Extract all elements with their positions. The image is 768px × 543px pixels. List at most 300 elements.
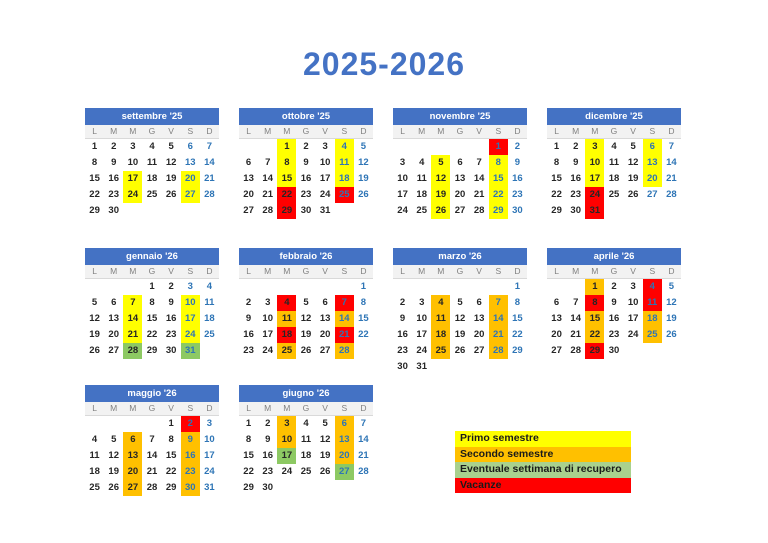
legend-item: Vacanze [455,478,631,494]
day-cell: 15 [146,313,158,324]
empty-cell [354,343,373,359]
weekday-label: S [187,403,194,413]
day-cell: 25 [277,343,296,359]
empty-cell [123,203,142,219]
weekday-row [393,265,527,279]
weekday-label: D [360,266,367,276]
day-cell: 8 [245,434,252,445]
day-cell: 29 [489,203,508,219]
day-cell: 17 [585,171,604,187]
weekday-label: D [668,266,675,276]
weekday-label: D [514,126,521,136]
day-cell: 2 [245,297,252,308]
empty-cell [142,203,161,219]
day-cell: 12 [300,313,312,324]
weekday-label: L [554,266,559,276]
weekday-label: G [302,266,310,276]
weekday-label: M [283,403,291,413]
day-cell: 5 [668,281,675,292]
empty-cell [450,359,469,375]
day-cell: 1 [585,279,604,295]
day-cell: 13 [108,313,119,324]
day-cell: 8 [514,297,521,308]
day-cell: 25 [204,329,215,340]
day-cell: 26 [108,482,119,493]
day-cell: 14 [335,311,354,327]
empty-cell [470,139,489,155]
legend-item: Eventuale settimana di recupero [455,462,631,478]
day-cell: 28 [489,343,508,359]
month-calendar [239,108,373,219]
day-cell: 10 [262,313,273,324]
day-cell: 24 [627,329,639,340]
weekday-label: M [437,126,445,136]
weekday-label: M [264,403,272,413]
month-calendar [547,108,681,219]
day-cell: 6 [457,157,463,168]
day-cell: 23 [608,329,620,340]
day-cell: 22 [243,466,254,477]
day-cell: 29 [585,343,604,359]
days-grid [85,416,219,496]
empty-cell [296,279,315,295]
day-cell: 3 [206,418,213,429]
month-calendar [239,248,373,375]
month-calendar [85,248,219,375]
empty-cell [604,203,623,219]
day-cell: 25 [89,482,100,493]
day-cell: 1 [489,139,508,155]
weekday-label: L [400,126,405,136]
day-cell: 5 [360,141,367,152]
day-cell: 2 [573,141,579,152]
empty-cell [239,139,258,155]
day-cell: 17 [627,313,639,324]
day-cell: 28 [123,343,142,359]
days-grid [85,139,219,219]
weekday-label: L [554,126,559,136]
day-cell: 23 [165,329,177,340]
day-cell: 30 [397,361,408,372]
day-cell: 9 [611,297,617,308]
day-cell: 10 [181,295,200,311]
day-cell: 27 [454,205,466,216]
day-cell: 31 [204,482,215,493]
day-cell: 27 [123,480,142,496]
weekday-label: G [302,126,310,136]
weekday-label: M [591,266,599,276]
empty-cell [643,203,662,219]
empty-cell [643,343,662,359]
weekday-label: S [187,126,194,136]
day-cell: 19 [165,173,177,184]
day-cell: 12 [89,313,100,324]
day-cell: 21 [123,327,142,343]
day-cell: 26 [627,189,639,200]
weekday-label: V [630,266,636,276]
weekday-label: M [129,266,137,276]
day-cell: 10 [204,434,215,445]
day-cell: 7 [573,297,579,308]
weekday-label: L [246,403,251,413]
day-cell: 4 [149,141,155,152]
day-cell: 4 [419,157,425,168]
weekday-label: D [206,266,213,276]
day-cell: 2 [399,297,406,308]
day-cell: 9 [168,297,174,308]
legend [455,431,631,493]
day-cell: 16 [397,329,408,340]
empty-cell [393,279,412,295]
day-cell: 8 [91,157,98,168]
month-calendar [393,248,527,375]
day-cell: 8 [168,434,174,445]
day-cell: 22 [146,329,158,340]
day-cell: 16 [512,173,523,184]
day-cell: 27 [646,189,658,200]
day-cell: 28 [570,345,581,356]
day-cell: 12 [358,157,369,168]
page-title: 2025-2026 [302,46,466,82]
days-grid [393,279,527,375]
day-cell: 18 [204,313,215,324]
day-cell: 19 [108,466,119,477]
day-cell: 22 [585,327,604,343]
day-cell: 20 [181,171,200,187]
weekday-label: D [514,266,521,276]
weekday-label: M [110,403,118,413]
day-cell: 15 [89,173,100,184]
day-cell: 6 [123,432,142,448]
day-cell: 24 [397,205,408,216]
day-cell: 28 [262,205,273,216]
day-cell: 5 [111,434,117,445]
day-cell: 20 [473,329,485,340]
empty-cell [258,279,277,295]
day-cell: 16 [181,448,200,464]
weekday-label: S [341,126,348,136]
day-cell: 7 [265,157,271,168]
day-cell: 4 [303,418,309,429]
weekday-row [85,265,219,279]
weekday-label: V [168,403,174,413]
day-cell: 11 [608,157,620,168]
day-cell: 22 [512,329,523,340]
day-cell: 4 [643,279,662,295]
day-cell: 18 [431,327,450,343]
day-cell: 5 [431,155,450,171]
empty-cell [489,279,508,295]
day-cell: 29 [89,205,100,216]
empty-cell [296,480,315,496]
day-cell: 25 [608,189,620,200]
day-cell: 21 [262,189,273,200]
day-cell: 22 [551,189,562,200]
day-cell: 3 [277,416,296,432]
day-cell: 26 [319,466,331,477]
weekday-label: D [206,403,213,413]
day-cell: 30 [181,480,200,496]
day-cell: 13 [643,155,662,171]
day-cell: 8 [360,297,367,308]
empty-cell [470,279,489,295]
day-cell: 23 [262,466,273,477]
day-cell: 12 [108,450,119,461]
weekday-label: V [168,266,174,276]
day-cell: 13 [551,313,562,324]
day-cell: 9 [399,313,406,324]
day-cell: 10 [397,173,408,184]
day-cell: 30 [108,205,119,216]
weekday-label: M [437,266,445,276]
day-cell: 6 [643,139,662,155]
empty-cell [335,480,354,496]
day-cell: 18 [146,173,158,184]
day-cell: 25 [300,466,312,477]
day-cell: 29 [551,205,562,216]
day-cell: 16 [300,173,312,184]
months-row-2 [85,248,681,375]
weekday-label: G [610,126,618,136]
day-cell: 14 [358,434,369,445]
day-cell: 28 [666,189,677,200]
day-cell: 2 [303,141,309,152]
day-cell: 9 [573,157,579,168]
month-header: marzo '26 [393,248,527,265]
day-cell: 25 [416,205,427,216]
day-cell: 15 [551,173,562,184]
day-cell: 18 [335,171,354,187]
empty-cell [393,139,412,155]
day-cell: 9 [514,157,521,168]
weekday-label: S [341,266,348,276]
day-cell: 14 [570,313,581,324]
empty-cell [335,279,354,295]
day-cell: 13 [473,313,485,324]
day-cell: 17 [262,329,273,340]
day-cell: 21 [570,329,581,340]
weekday-label: D [206,126,213,136]
empty-cell [277,480,296,496]
day-cell: 17 [397,189,408,200]
weekday-label: V [476,266,482,276]
empty-cell [200,343,219,359]
day-cell: 30 [570,205,581,216]
day-cell: 17 [204,450,215,461]
day-cell: 2 [514,141,521,152]
month-header: ottobre '25 [239,108,373,125]
weekday-label: L [246,126,251,136]
day-cell: 21 [335,327,354,343]
weekday-label: S [187,266,194,276]
day-cell: 10 [277,432,296,448]
day-cell: 8 [553,157,560,168]
empty-cell [316,279,335,295]
empty-cell [142,416,161,432]
day-cell: 13 [335,432,354,448]
day-cell: 20 [643,171,662,187]
day-cell: 3 [265,297,271,308]
day-cell: 5 [168,141,174,152]
day-cell: 16 [570,173,581,184]
month-header: maggio '26 [85,385,219,402]
empty-cell [354,203,373,219]
day-cell: 7 [206,141,213,152]
day-cell: 1 [514,281,521,292]
day-cell: 19 [431,187,450,203]
day-cell: 7 [489,295,508,311]
day-cell: 5 [303,297,309,308]
weekday-label: M [572,126,580,136]
day-cell: 16 [108,173,119,184]
empty-cell [162,203,181,219]
legend-item: Primo semestre [455,431,631,447]
day-cell: 31 [319,205,331,216]
day-cell: 6 [187,141,193,152]
empty-cell [104,279,123,295]
day-cell: 24 [319,189,331,200]
day-cell: 9 [111,157,117,168]
day-cell: 5 [630,141,636,152]
day-cell: 27 [319,345,331,356]
day-cell: 30 [300,205,312,216]
day-cell: 8 [489,155,508,171]
day-cell: 19 [666,313,677,324]
day-cell: 16 [165,313,177,324]
weekday-label: V [168,126,174,136]
month-header: settembre '25 [85,108,219,125]
day-cell: 18 [89,466,100,477]
day-cell: 23 [108,189,119,200]
day-cell: 16 [243,329,254,340]
empty-cell [412,279,431,295]
empty-cell [450,279,469,295]
day-cell: 31 [585,203,604,219]
empty-cell [181,203,200,219]
month-header: gennaio '26 [85,248,219,265]
month-calendar [85,385,219,496]
day-cell: 26 [358,189,369,200]
day-cell: 3 [585,139,604,155]
day-cell: 9 [303,157,309,168]
day-cell: 4 [206,281,213,292]
day-cell: 20 [551,329,562,340]
day-cell: 1 [553,141,560,152]
day-cell: 12 [431,171,450,187]
weekday-label: M [283,266,291,276]
day-cell: 27 [473,345,485,356]
weekday-row [547,125,681,139]
weekday-label: S [649,266,656,276]
day-cell: 26 [300,345,312,356]
empty-cell [431,139,450,155]
day-cell: 31 [416,361,427,372]
day-cell: 11 [146,157,158,168]
weekday-label: M [591,126,599,136]
day-cell: 28 [335,343,354,359]
day-cell: 11 [300,434,312,445]
days-grid [239,139,373,219]
day-cell: 23 [570,189,581,200]
weekday-label: G [148,126,156,136]
day-cell: 14 [204,157,215,168]
day-cell: 4 [611,141,617,152]
day-cell: 22 [89,189,100,200]
month-header: novembre '25 [393,108,527,125]
day-cell: 27 [181,187,200,203]
day-cell: 26 [454,345,466,356]
day-cell: 1 [168,418,174,429]
day-cell: 7 [123,295,142,311]
weekday-label: M [572,266,580,276]
empty-cell [277,279,296,295]
weekday-label: L [92,266,97,276]
day-cell: 28 [473,205,485,216]
day-cell: 28 [204,189,215,200]
days-grid [239,279,373,359]
day-cell: 13 [454,173,466,184]
day-cell: 3 [419,297,425,308]
day-cell: 30 [165,345,177,356]
empty-cell [566,279,585,295]
weekday-row [393,125,527,139]
day-cell: 11 [204,297,215,308]
day-cell: 8 [149,297,155,308]
weekday-label: G [610,266,618,276]
day-cell: 23 [300,189,312,200]
day-cell: 20 [243,189,254,200]
day-cell: 30 [512,205,523,216]
day-cell: 12 [165,157,177,168]
day-cell: 25 [431,343,450,359]
day-cell: 24 [416,345,427,356]
weekday-label: D [360,126,367,136]
empty-cell [85,416,104,432]
day-cell: 9 [181,432,200,448]
weekday-row [239,125,373,139]
day-cell: 10 [127,157,139,168]
day-cell: 11 [277,311,296,327]
weekday-label: L [92,403,97,413]
day-cell: 24 [181,327,200,343]
days-grid [547,279,681,359]
day-cell: 29 [512,345,523,356]
empty-cell [624,203,643,219]
weekday-label: D [668,126,675,136]
day-cell: 26 [431,203,450,219]
day-cell: 21 [489,327,508,343]
day-cell: 18 [643,311,662,327]
day-cell: 12 [454,313,466,324]
day-cell: 19 [319,450,331,461]
weekday-label: M [283,126,291,136]
days-grid [547,139,681,219]
day-cell: 15 [512,313,523,324]
weekday-label: G [148,266,156,276]
day-cell: 29 [146,345,158,356]
weekday-label: S [495,126,502,136]
day-cell: 27 [108,345,119,356]
day-cell: 18 [277,327,296,343]
day-cell: 2 [111,141,117,152]
month-calendar [547,248,681,375]
day-cell: 11 [335,155,354,171]
day-cell: 29 [165,482,177,493]
day-cell: 18 [416,189,427,200]
weekday-label: M [110,126,118,136]
day-cell: 27 [243,205,254,216]
day-cell: 12 [627,157,639,168]
